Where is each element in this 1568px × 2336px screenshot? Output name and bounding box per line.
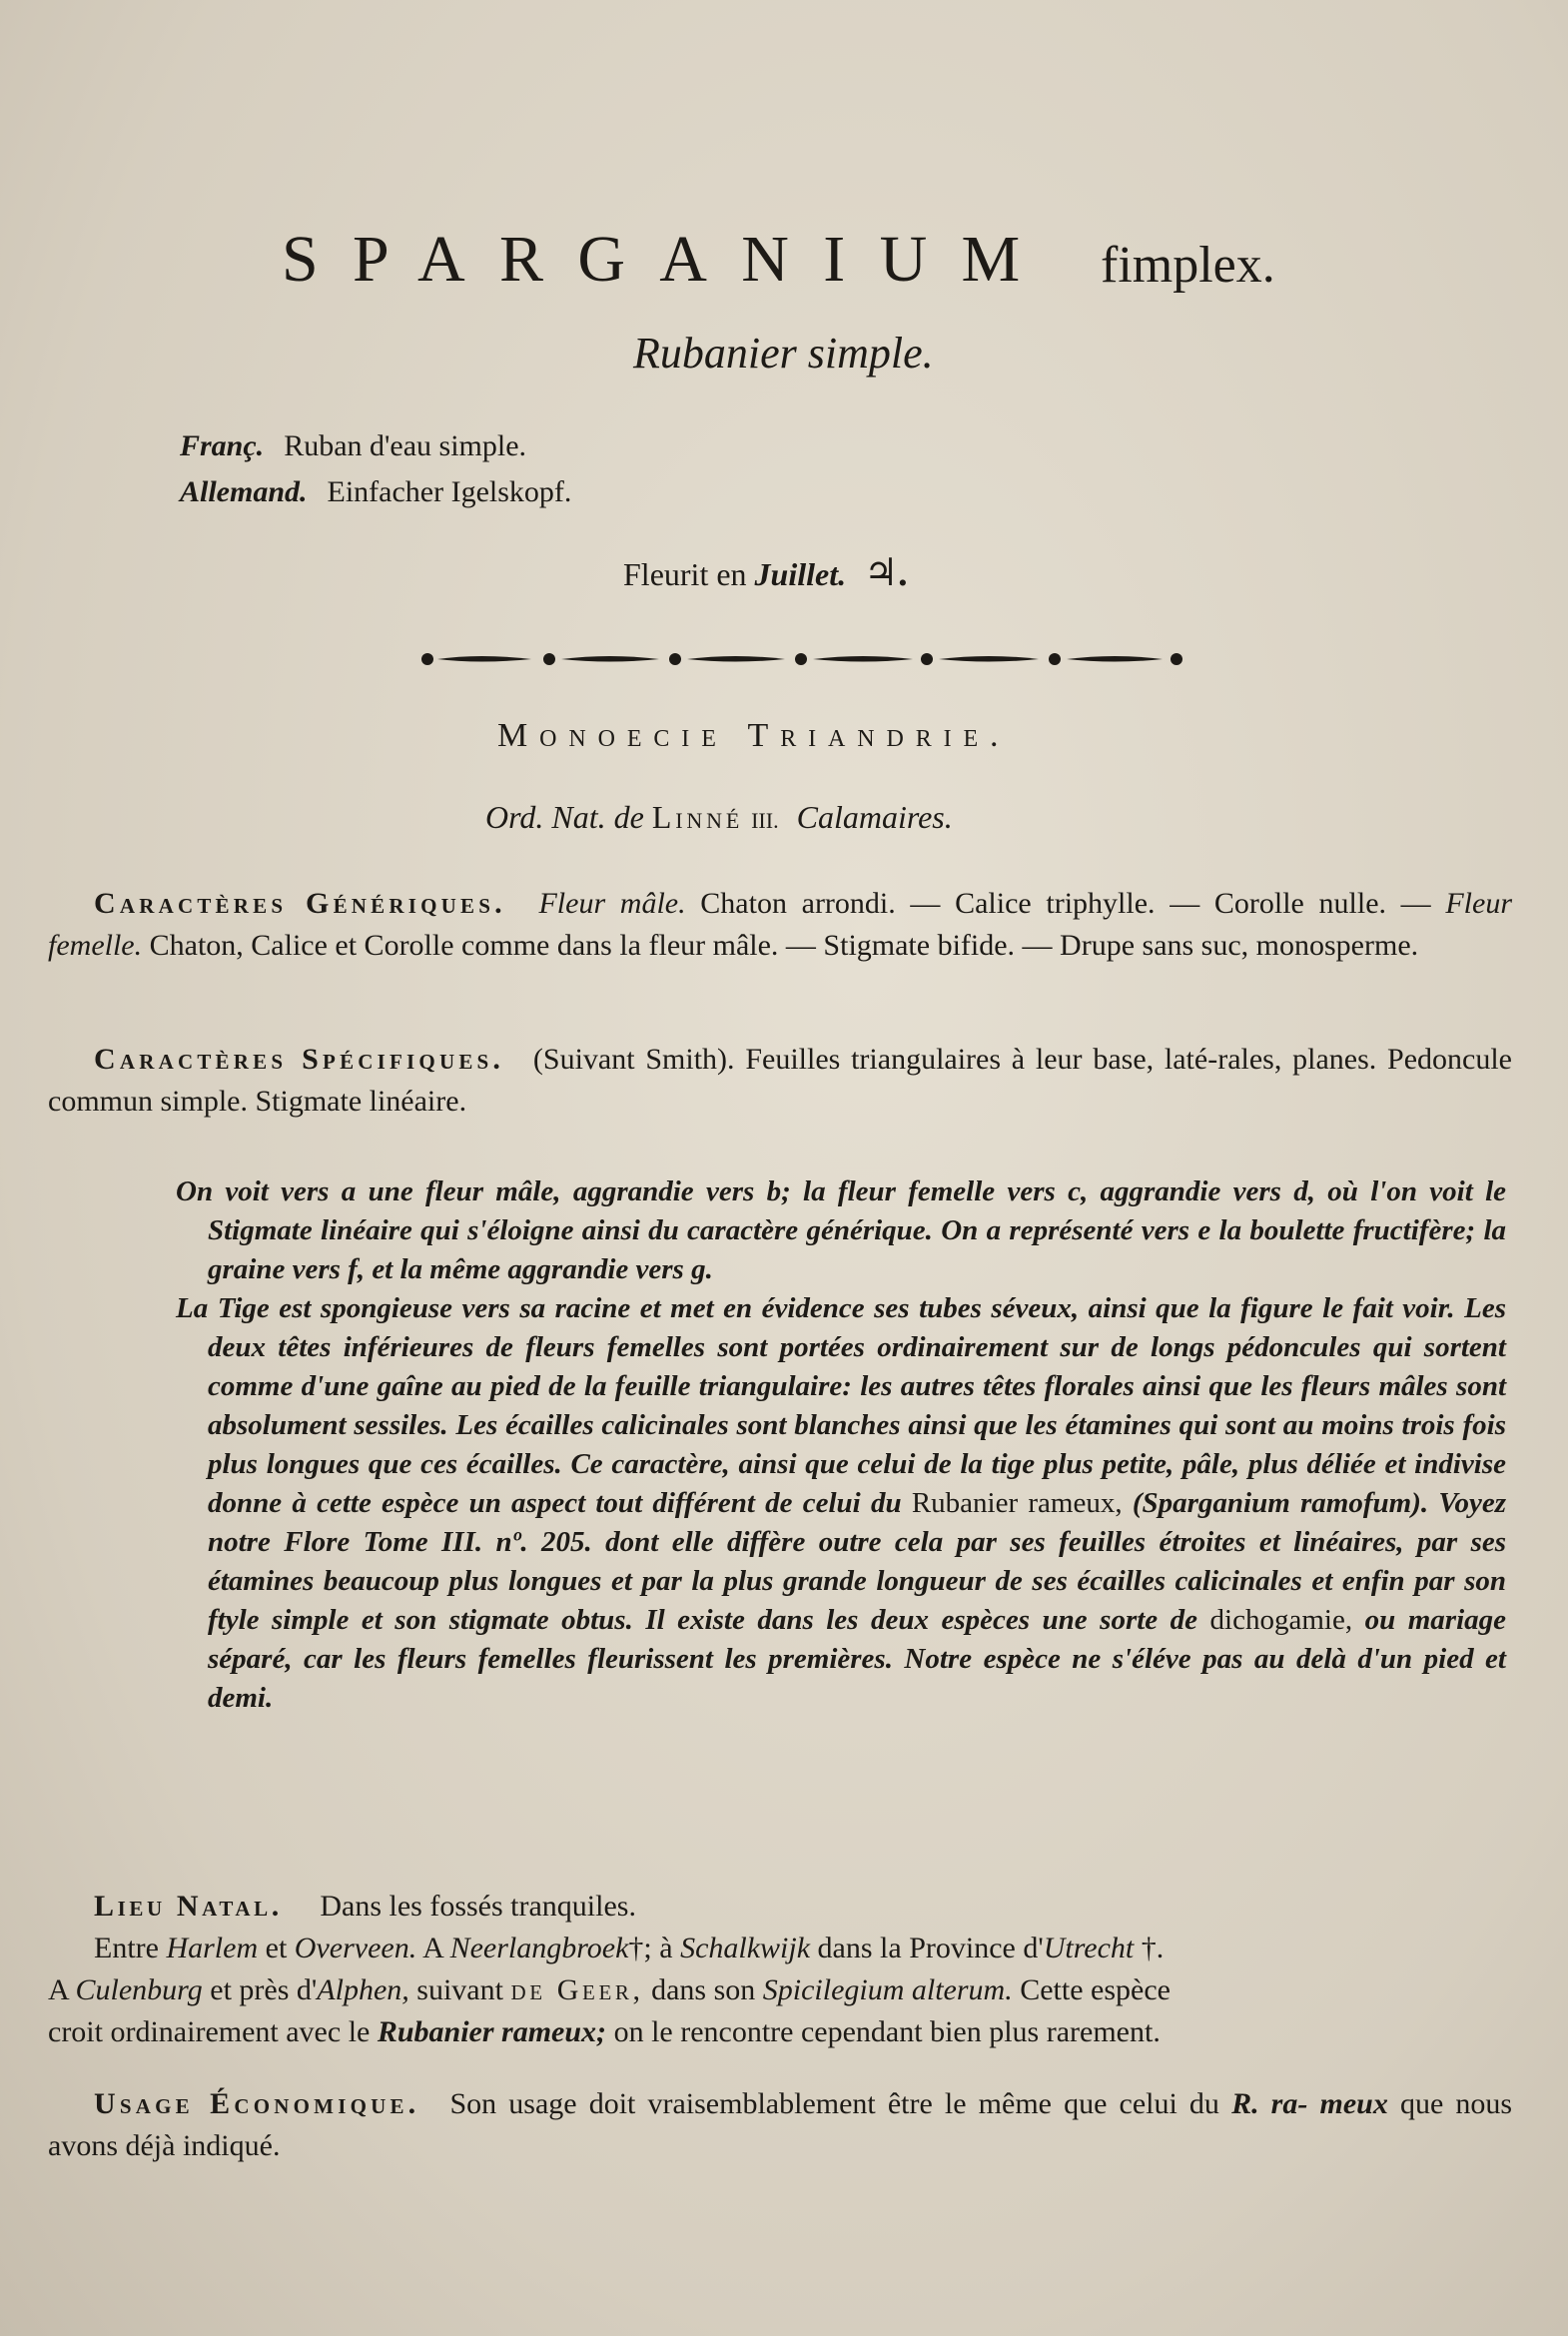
vernacular-lang: Allemand. (180, 475, 308, 508)
vernacular-german (180, 475, 571, 509)
stem-text-3: (Sparganium ramofum). Voyez notre Flore Tome III. (208, 1487, 1506, 1558)
ornamental-divider (419, 649, 1184, 669)
perennial-symbol: ♃. (864, 552, 908, 594)
habitat-line-3 (48, 1969, 1512, 2011)
stem-text-5: dont elle diffère outre cela par ses feuilles étroites et linéaires, par ses étamines beaucoup plus longues et par la plus grande longueur de ses écailles calicinales et enfin par son ftyle simple et son stigmate obtus. Il existe dans les deux espèces une sorte de (208, 1526, 1507, 1636)
habitat-word: Cette espèce (1020, 1973, 1171, 2006)
generic-female-text: Chaton, Calice et Corolle comme dans la fleur mâle. — Stigmate bifide. — Drupe sans suc, monosperme. (149, 929, 1419, 962)
place-utrecht: Utrecht (1043, 1932, 1135, 1964)
natural-order (485, 799, 953, 836)
flowering-month: Juillet. (754, 556, 847, 592)
author-de-geer: de Geer, (510, 1973, 644, 2006)
habitat-line-2 (48, 1928, 1512, 1969)
order-name: Calamaires. (796, 799, 953, 835)
usage-text-2: R. ra- (1231, 2087, 1308, 2120)
place-neerlangbroek: Neerlangbroek (449, 1932, 629, 1964)
place-schalkwijk: Schalkwijk (680, 1932, 811, 1964)
economic-use (48, 2083, 1512, 2167)
species-title: fimplex. (1101, 237, 1275, 294)
order-author: Linné (651, 799, 744, 835)
usage-text-3: meux (1319, 2087, 1388, 2120)
place-alphen: Alphen, (317, 1973, 409, 2006)
habitat-text: Dans les fossés tranquiles. (320, 1890, 636, 1923)
habitat-word: Entre (94, 1932, 159, 1964)
stem-text-2: Rubanier rameux, (911, 1487, 1123, 1519)
generic-male-label: Fleur mâle. (538, 887, 686, 920)
stem-text-1: La Tige est spongieuse vers sa racine et met en évidence ses tubes séveux, ainsi que la figure le fait voir. Les deux têtes inférieures de fleurs femelles sont portées ordinairement sur de longs pédoncules qui sortent comme d'une gaîne au pied de la feuille triangulaire: les autres têtes florales ainsi que les fleurs mâles sont absolument sessiles. Les écailles calicinales sont blanches ainsi que les étamines qui sont au moins trois fois plus longues que ces écailles. Ce caractère, ainsi que celui de la tige plus petite, pâle, plus déliée et indivise donne à cette espèce un aspect tout différent de celui du (176, 1292, 1506, 1519)
stem-description (176, 1289, 1506, 1718)
habitat-word: et (265, 1932, 288, 1964)
generic-male-text: Chaton arrondi. — Calice triphylle. — Corolle nulle. — (700, 887, 1431, 920)
stem-text-4: nº. 205. (495, 1526, 592, 1558)
habitat-heading: Lieu Natal. (94, 1890, 283, 1923)
flowering-line (623, 549, 908, 595)
vernacular-name: Ruban d'eau simple. (284, 429, 527, 462)
stem-text-6: dichogamie, (1209, 1604, 1353, 1636)
habitat-word: et près d' (210, 1973, 318, 2006)
species-ref: Rubanier rameux; (377, 2015, 607, 2048)
usage-text-1: Son usage doit vraisemblablement être le même que celui du (449, 2087, 1219, 2120)
book-title: Spicilegium alterum. (762, 1973, 1013, 2006)
vernacular-lang: Franç. (180, 429, 265, 462)
stem-text-7: ou mariage séparé, car les fleurs femelles fleurissent les premières. Notre espèce ne s'éléve pas au delà d'un pied et demi. (208, 1604, 1507, 1714)
habitat-line-1 (48, 1886, 1512, 1928)
generic-heading: Caractères Génériques. (94, 887, 506, 920)
order-number: III. (751, 808, 779, 833)
usage-text-4: que nous avons déjà indiqué. (48, 2087, 1513, 2162)
vernacular-name: Einfacher Igelskopf. (327, 475, 572, 508)
place-culenburg: Culenburg (75, 1973, 203, 2006)
linnaean-class: Monoecie Triandrie. (497, 717, 1011, 754)
generic-female-label: Fleur femelle. (48, 887, 1513, 962)
habitat-word: dans son (651, 1973, 756, 2006)
vernacular-french (180, 429, 526, 463)
specific-characters (48, 1039, 1512, 1123)
specific-text: Feuilles triangulaires à leur base, laté-rales, planes. Pedoncule commun simple. Stigmate linéaire. (48, 1043, 1512, 1118)
specific-source: (Suivant Smith). (532, 1043, 735, 1076)
habitat-word: on le rencontre cependant bien plus rarement. (613, 2015, 1161, 2048)
genus-title: SPARGANIUM (282, 223, 1055, 296)
habitat-word: †. (1141, 1932, 1165, 1964)
specific-heading: Caractères Spécifiques. (94, 1043, 505, 1076)
habitat-word: suivant (416, 1973, 503, 2006)
habitat-word: A (48, 1973, 69, 2006)
generic-characters (48, 883, 1512, 967)
habitat-word: croit ordinairement avec le (48, 2015, 371, 2048)
order-prefix: Ord. Nat. de (485, 799, 644, 835)
place-overveen: Overveen. (294, 1932, 417, 1964)
habitat-word: A (422, 1932, 443, 1964)
habitat-word: †; à (628, 1932, 673, 1964)
flowering-label: Fleurit en (623, 556, 747, 592)
usage-heading: Usage Économique. (94, 2087, 420, 2120)
description-block (176, 1172, 1506, 1718)
common-name: Rubanier simple. (633, 329, 934, 378)
figure-explanation: On voit vers a une fleur mâle, aggrandie vers b; la fleur femelle vers c, aggrandie vers d, où l'on voit le Stigmate linéaire qui s'éloigne ainsi du caractère générique. On a représenté vers e la boulette fructifère; la graine vers f, et la même aggrandie vers g. (176, 1175, 1506, 1285)
habitat-line-4 (48, 2011, 1512, 2053)
place-harlem: Harlem (166, 1932, 259, 1964)
habitat-word: dans la Province d' (817, 1932, 1044, 1964)
